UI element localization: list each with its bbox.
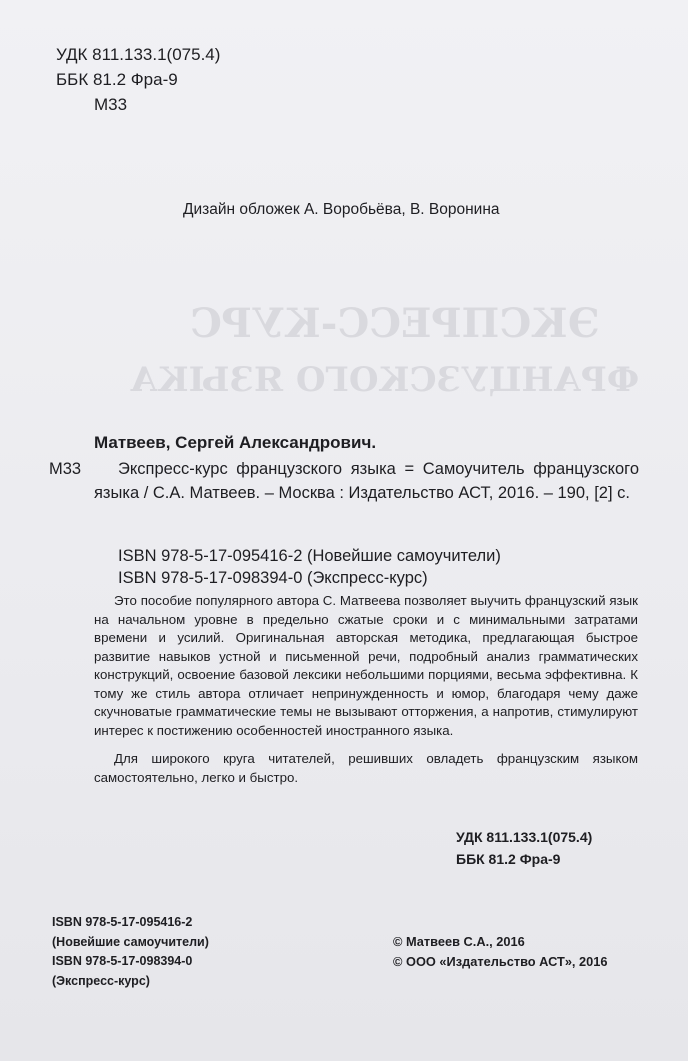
author-name: Матвеев, Сергей Александрович.	[94, 433, 377, 452]
copyright-notice	[393, 932, 608, 972]
series-name: (Экспресс-курс)	[52, 973, 150, 988]
classification-codes-top	[56, 42, 220, 117]
isbn-footer	[52, 913, 209, 991]
copyright-line: © ООО «Издательство АСТ», 2016	[393, 954, 608, 969]
isbn-line: ISBN 978-5-17-098394-0 (Экспресс-курс)	[118, 569, 428, 587]
design-credit: Дизайн обложек А. Воробьёва, В. Воронина	[183, 201, 500, 218]
isbn-line: ISBN 978-5-17-095416-2	[52, 915, 193, 929]
description-text: Экспресс-курс французского языка = Самоучитель французского языка / С.А. Матвеев. – Москва : Издательство АСТ, 2016. – 190, [2] с.	[94, 460, 639, 502]
udk-code: УДК 811.133.1(075.4)	[456, 829, 593, 845]
classification-codes-bottom	[456, 826, 592, 870]
isbn-line: ISBN 978-5-17-095416-2 (Новейшие самоучители)	[118, 547, 501, 565]
abstract-paragraph: Это пособие популярного автора С. Матвеева позволяет выучить французский язык на начальном уровне в предельно сжатые сроки и с минимальными затратами времени и усилий. Оригинальная авторская методика, предлагающая быстрое развитие навыков устной и письменной речи, подробный анализ грамматических конструкций, освоение базовой лексики небольшими порциями, весьма эффективна. К тому же стиль автора отличает непринужденность и юмор, благодаря чему даже скучноватые грамматические темы не вызывают отторжения, а напротив, стимулируют интерес к постижению особенностей иностранного языка.	[94, 593, 638, 738]
bibliographic-description	[94, 457, 639, 505]
author-mark-side: М33	[49, 460, 82, 478]
copyright-line: © Матвеев С.А., 2016	[393, 934, 525, 949]
series-name: (Новейшие самоучители)	[52, 934, 209, 949]
abstract-paragraph: Для широкого круга читателей, решивших овладеть французским языком самостоятельно, легко и быстро.	[94, 751, 638, 785]
show-through-text: ЭКСПРЕСС-КУРС	[190, 300, 600, 347]
author-mark: М33	[94, 95, 128, 114]
udk-code: УДК 811.133.1(075.4)	[56, 45, 221, 64]
abstract	[94, 592, 638, 787]
isbn-line: ISBN 978-5-17-098394-0	[52, 954, 193, 968]
bbk-code: ББК 81.2 Фра-9	[56, 70, 178, 89]
bbk-code: ББК 81.2 Фра-9	[456, 851, 561, 867]
show-through-text: ФРАНЦУЗСКОГО ЯЗЫКА	[130, 360, 640, 400]
isbn-block	[118, 545, 501, 589]
